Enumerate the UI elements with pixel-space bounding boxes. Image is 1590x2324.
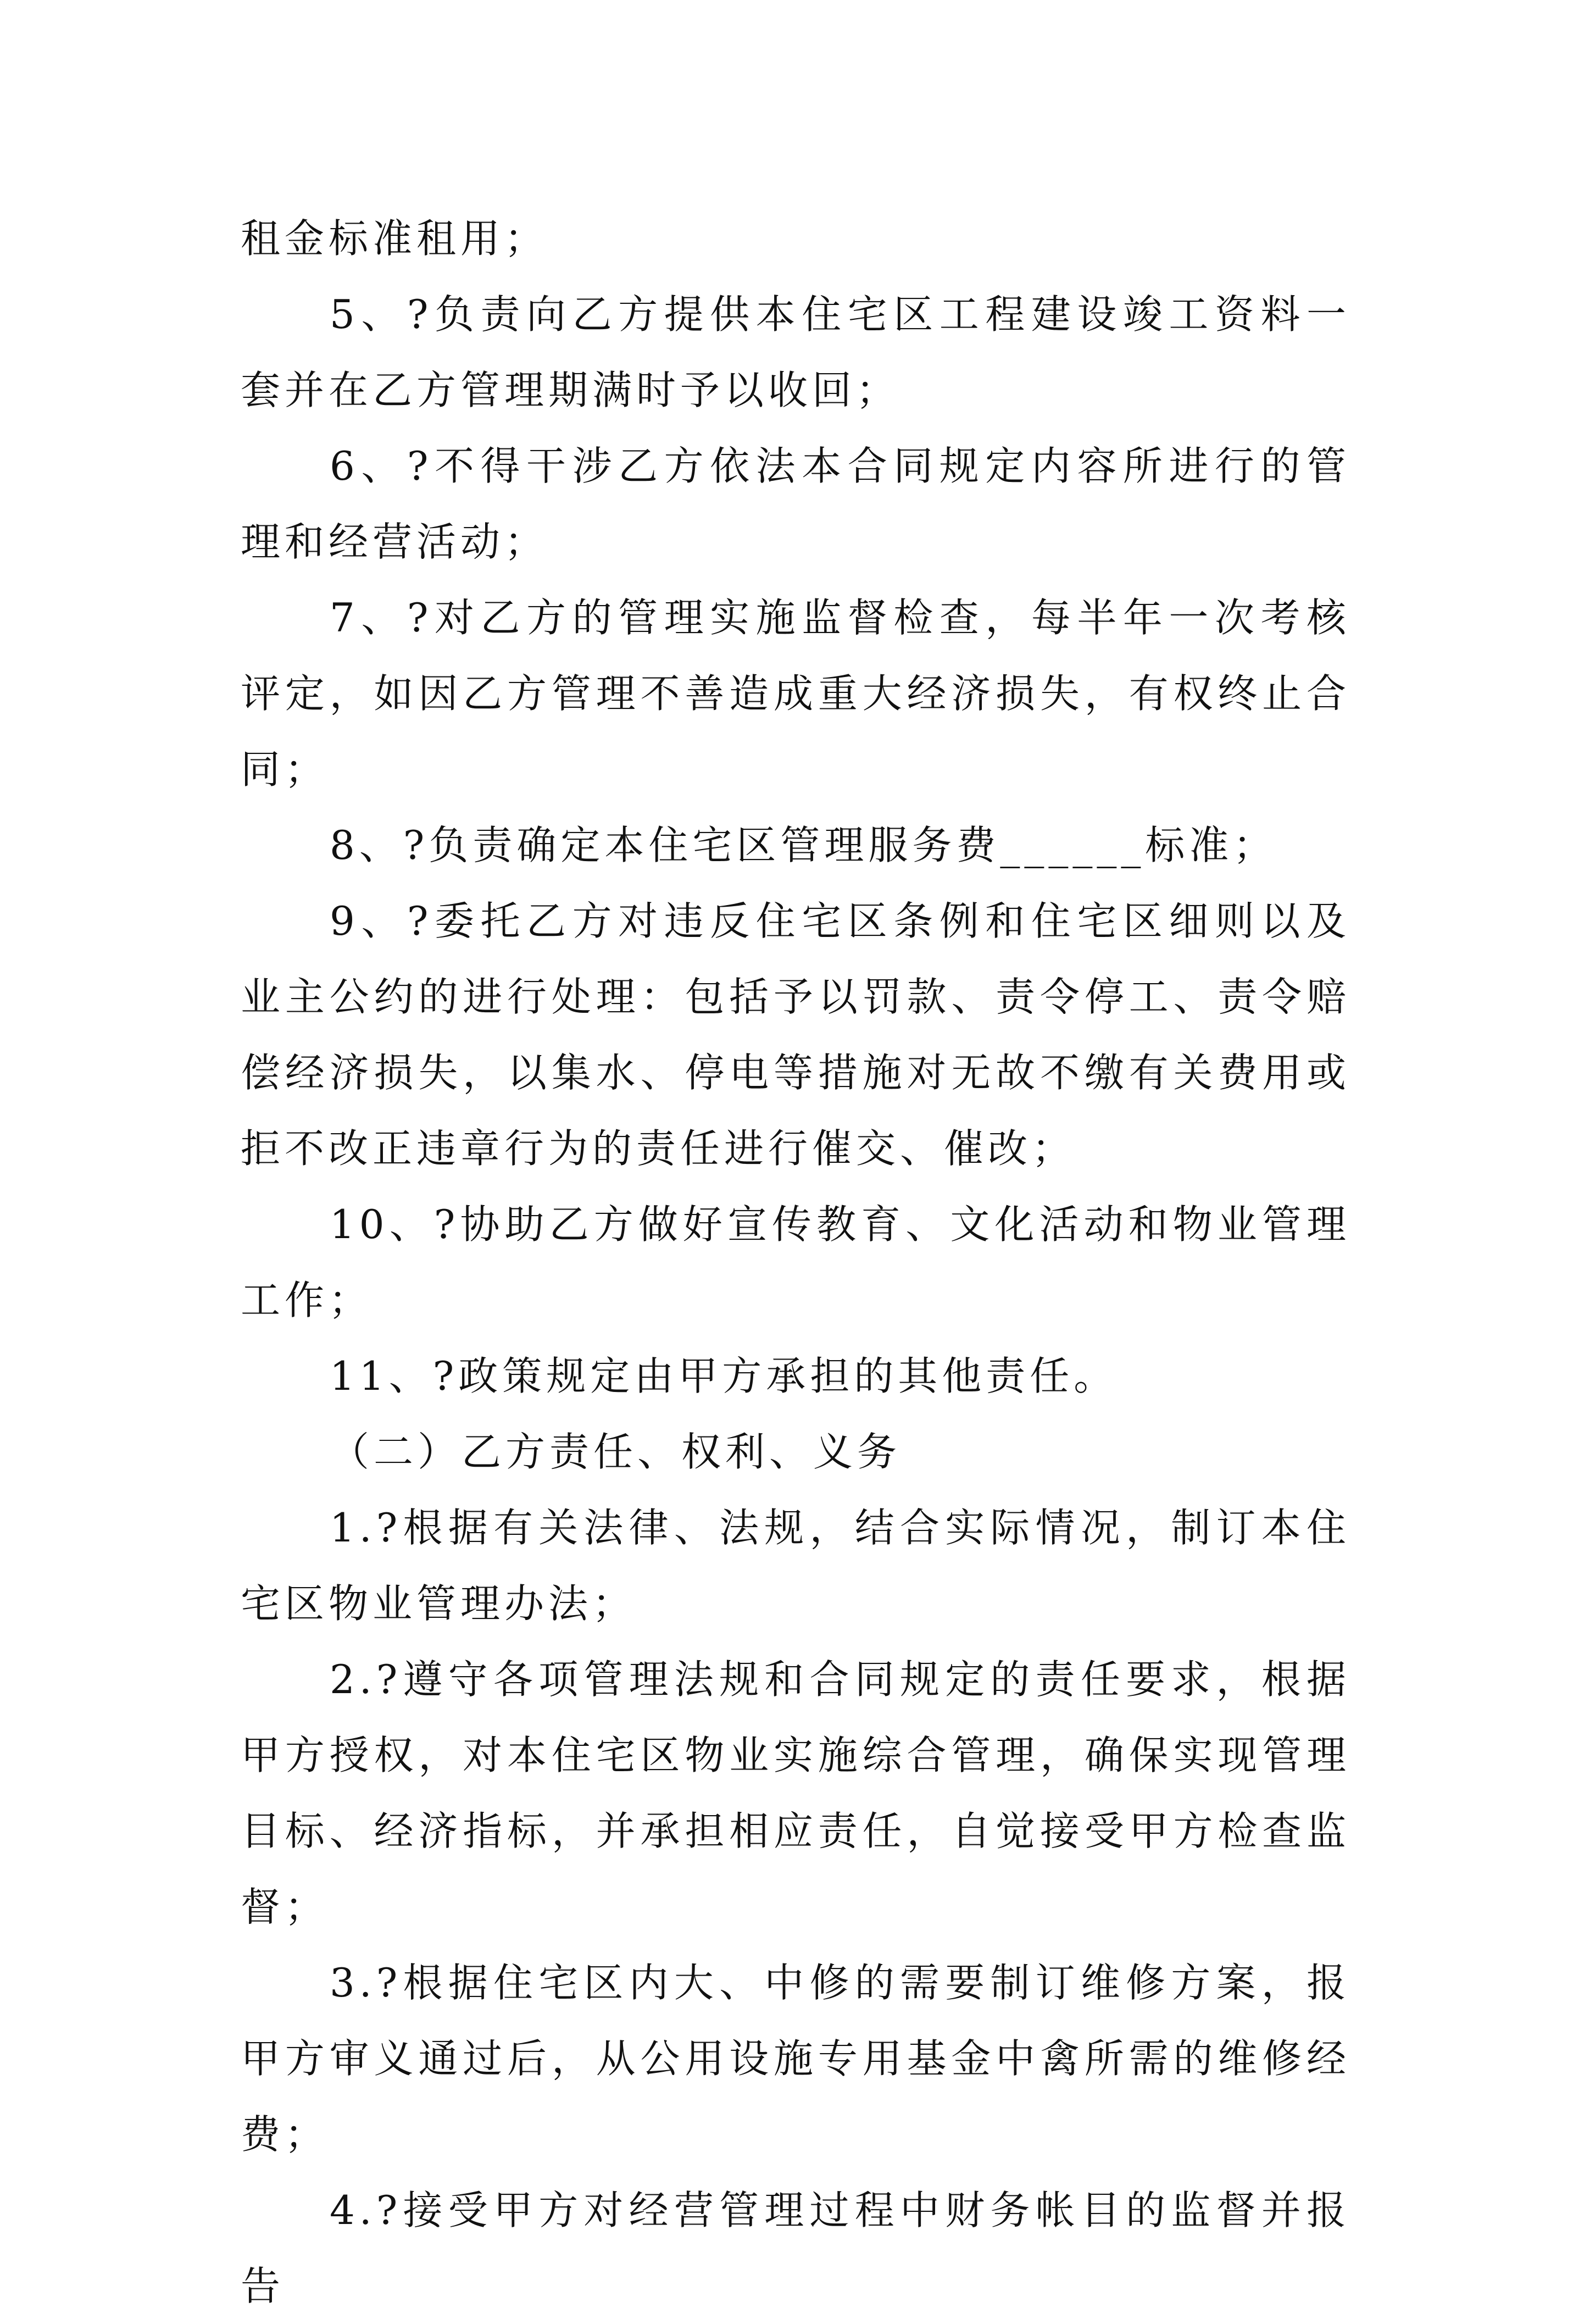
paragraph-rent-standard: 租金标准租用； [241, 215, 549, 262]
paragraph-b-item-4: 4.?接受甲方对经营管理过程中财务帐目的监督并报告 [241, 2187, 1350, 2309]
paragraph-b-item-3: 3.?根据住宅区内大、中修的需要制订维修方案，报甲方审义通过后，从公用设施专用基金中禽所需的维修经费； [241, 1960, 1350, 2157]
paragraph-item-11: 11、?政策规定由甲方承担的其他责任。 [330, 1353, 1118, 1399]
paragraph-b-item-1: 1.?根据有关法律、法规，结合实际情况，制订本住宅区物业管理办法； [241, 1505, 1350, 1627]
document-body [241, 201, 1350, 2324]
paragraph-item-5: 5、?负责向乙方提供本住宅区工程建设竣工资料一套并在乙方管理期满时予以收回； [241, 291, 1350, 413]
paragraph-item-8: 8、?负责确定本住宅区管理服务费______标准； [330, 822, 1277, 868]
paragraph-item-7: 7、?对乙方的管理实施监督检查，每半年一次考核评定，如因乙方管理不善造成重大经济损失，有权终止合同； [241, 595, 1350, 792]
section-heading-party-b: （二）乙方责任、权利、义务 [330, 1429, 902, 1475]
paragraph-item-9: 9、?委托乙方对违反住宅区条例和住宅区细则以及业主公约的进行处理：包括予以罚款、责令停工、责令赔偿经济损失，以集水、停电等措施对无故不缴有关费用或拒不改正违章行为的责任进行催交、催改； [241, 898, 1350, 1172]
paragraph-item-10: 10、?协助乙方做好宣传教育、文化活动和物业管理工作； [241, 1201, 1350, 1323]
paragraph-item-6: 6、?不得干涉乙方依法本合同规定内容所进行的管理和经营活动； [241, 443, 1350, 565]
paragraph-b-item-2: 2.?遵守各项管理法规和合同规定的责任要求，根据甲方授权，对本住宅区物业实施综合管理，确保实现管理目标、经济指标，并承担相应责任，自觉接受甲方检查监督； [241, 1656, 1350, 1930]
